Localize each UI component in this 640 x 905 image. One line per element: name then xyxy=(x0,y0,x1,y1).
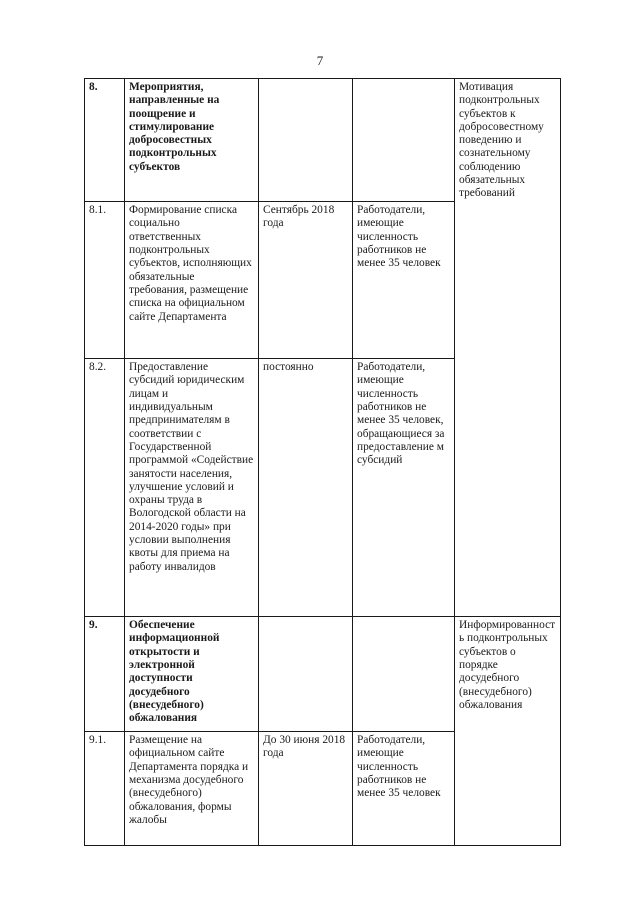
outcome-cell xyxy=(455,732,561,846)
target-cell xyxy=(353,617,455,732)
target-cell: Работодатели, имеющие численность работников не менее 35 человек xyxy=(353,732,455,846)
outcome-cell xyxy=(455,202,561,359)
target-cell: Работодатели, имеющие численность работников не менее 35 человек xyxy=(353,202,455,359)
outcome-cell: Информированность подконтрольных субъектов о порядке досудебного (внесудебного) обжалования xyxy=(455,617,561,732)
target-cell xyxy=(353,79,455,202)
deadline-cell: До 30 июня 2018 года xyxy=(259,732,353,846)
deadline-cell: постоянно xyxy=(259,359,353,617)
outcome-cell xyxy=(455,359,561,617)
activity-cell: Формирование списка социально ответственных подконтрольных субъектов, исполняющих обязательные требования, размещение списка на официальном сайте Департамента xyxy=(125,202,259,359)
row-number: 8. xyxy=(85,79,125,202)
table-row xyxy=(85,79,561,202)
activity-cell: Предоставление субсидий юридическим лицам и индивидуальным предпринимателям в соответствии с Государственной программой «Содействие занятости населения, улучшение условий и охраны труда в Вологодской области на 2014-2020 годы» при условии выполнения квоты для приема на работу инвалидов xyxy=(125,359,259,617)
action-plan-table xyxy=(84,78,561,846)
activity-cell: Размещение на официальном сайте Департамента порядка и механизма досудебного (внесудебного) обжалования, формы жалобы xyxy=(125,732,259,846)
deadline-cell: Сентябрь 2018 года xyxy=(259,202,353,359)
table-row xyxy=(85,202,561,359)
deadline-cell xyxy=(259,79,353,202)
target-cell: Работодатели, имеющие численность работников не менее 35 человек, обращающиеся за предоставление м субсидий xyxy=(353,359,455,617)
table-row xyxy=(85,732,561,846)
table-row xyxy=(85,359,561,617)
table-row xyxy=(85,617,561,732)
deadline-cell xyxy=(259,617,353,732)
outcome-cell: Мотивация подконтрольных субъектов к добросовестному поведению и сознательному соблюдению обязательных требований xyxy=(455,79,561,202)
row-number: 8.1. xyxy=(85,202,125,359)
row-number: 9. xyxy=(85,617,125,732)
activity-cell: Мероприятия, направленные на поощрение и стимулирование добросовестных подконтрольных субъектов xyxy=(125,79,259,202)
row-number: 9.1. xyxy=(85,732,125,846)
activity-cell: Обеспечение информационной открытости и электронной доступности досудебного (внесудебного) обжалования xyxy=(125,617,259,732)
page-number: 7 xyxy=(316,53,324,68)
row-number: 8.2. xyxy=(85,359,125,617)
